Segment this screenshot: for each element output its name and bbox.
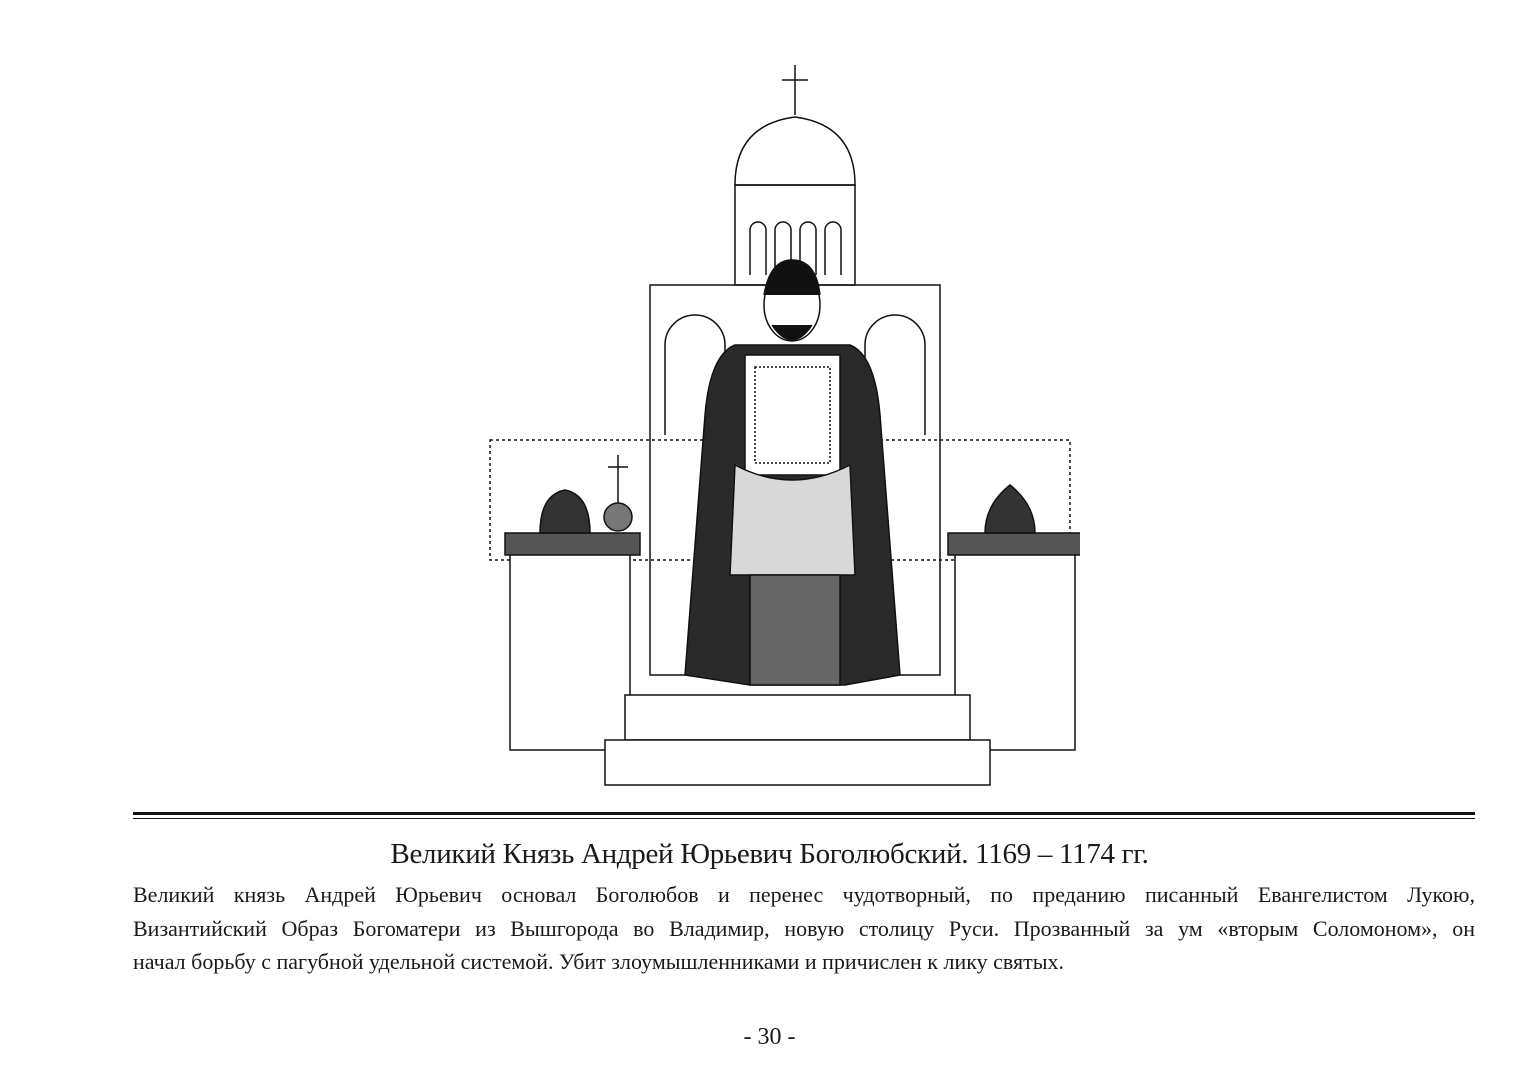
caption-line: Византийский Образ Богоматери из Вышгорода во Владимир, новую столицу Руси. Прозванный за ум «вторым Соломоном», он [133,915,1475,941]
page-number: - 30 - [743,1024,796,1050]
caption-body [133,878,1475,979]
divider-thin [133,818,1475,819]
caption-line: начал борьбу с пагубной удельной системой. Убит злоумышленниками и причислен к лику святых. [133,949,1064,974]
left-pedestal [505,455,640,750]
divider-thick [133,812,1475,815]
engraving-illustration [480,55,1080,795]
caption-title: Великий Князь Андрей Юрьевич Боголюбский. 1169 – 1174 гг. [390,838,1149,870]
prince-figure [605,260,990,785]
caption-line: Великий князь Андрей Юрьевич основал Боголюбов и перенес чудотворный, по преданию писанный Евангелистом Лукою, [133,882,1475,907]
